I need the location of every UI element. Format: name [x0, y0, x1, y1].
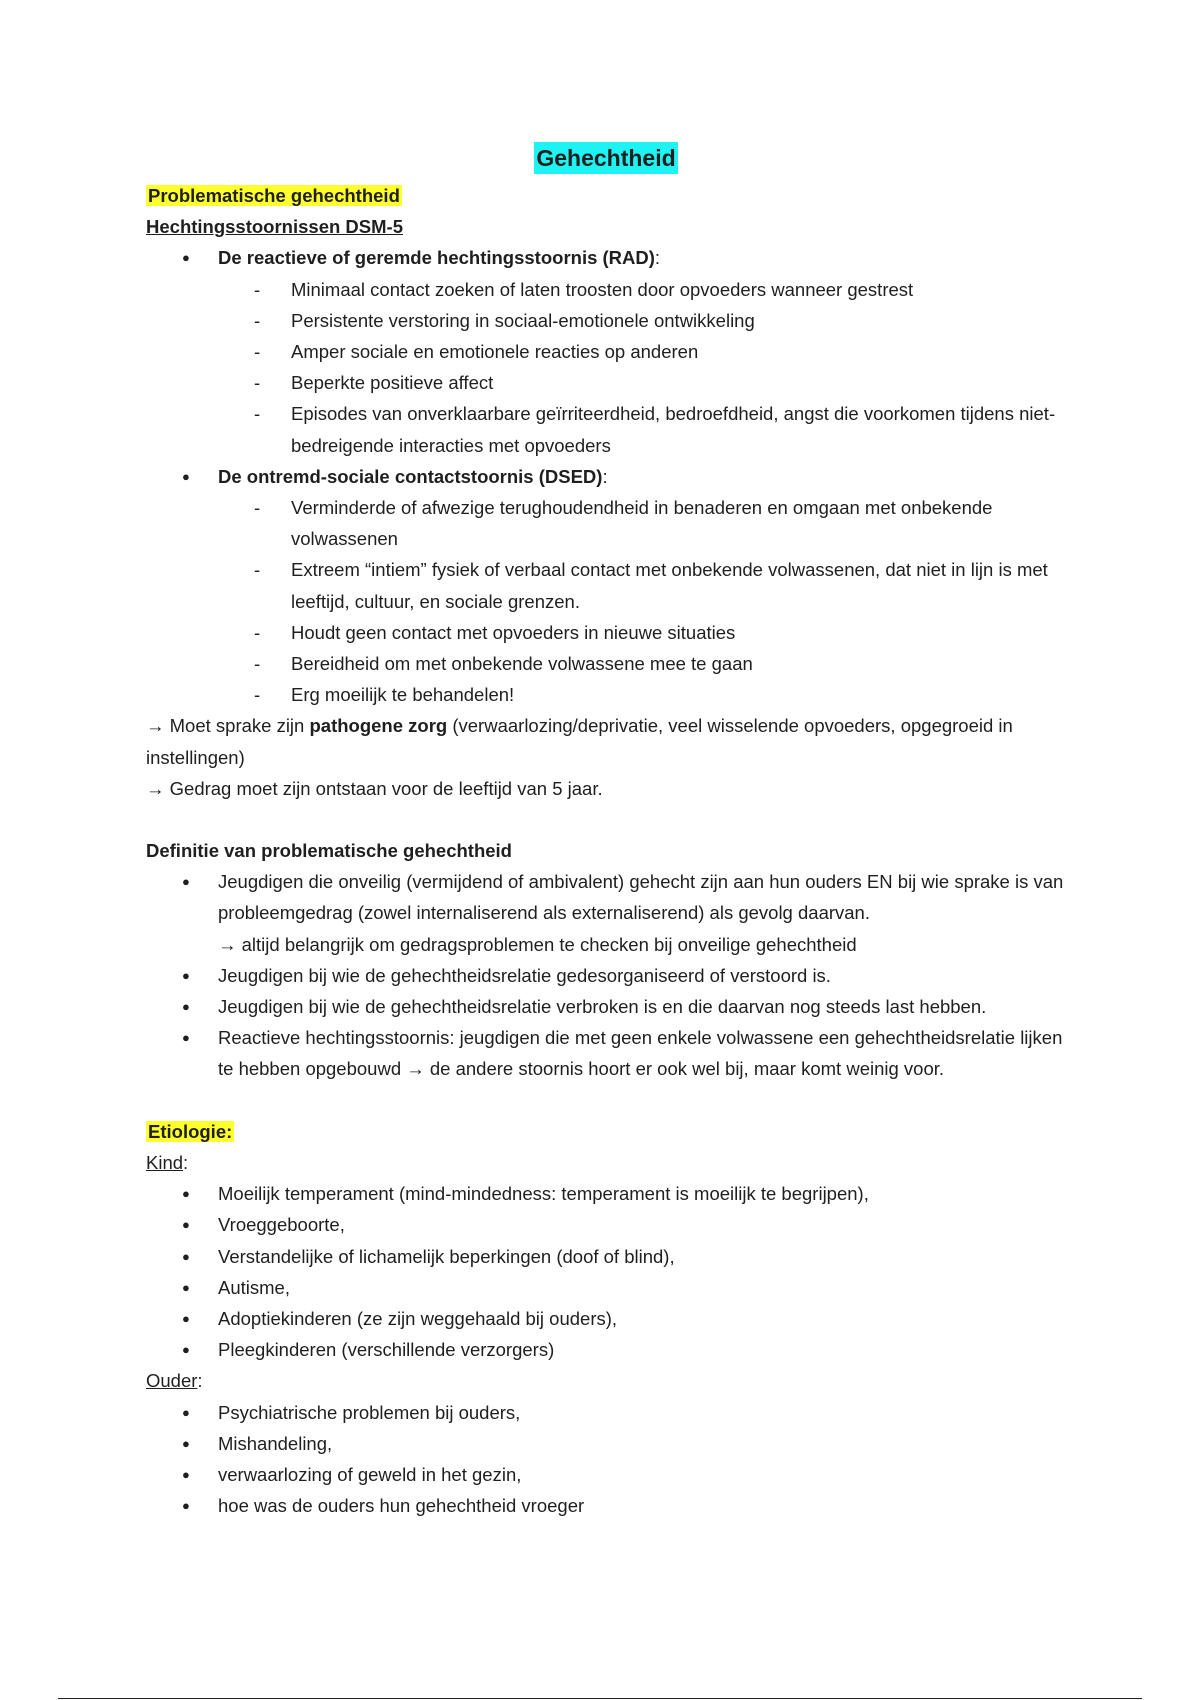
list-item: - Verminderde of afwezige terughoudendheid in benaderen en omgaan met onbekende volwassenen: [146, 492, 1066, 554]
list-item: ● Jeugdigen bij wie de gehechtheidsrelatie verbroken is en die daarvan nog steeds last hebben.: [146, 991, 1066, 1022]
list-item-rad: [146, 242, 1066, 460]
note-leeftijd: → Gedrag moet zijn ontstaan voor de leeftijd van 5 jaar.: [146, 777, 603, 799]
kind-label: Kind: [146, 1151, 184, 1173]
note-bold: pathogene zorg: [309, 715, 448, 737]
ouder-label: Ouder: [146, 1370, 198, 1392]
list-item: ● Vroeggeboorte,: [146, 1209, 1066, 1240]
list-item: ● Verstandelijke of lichamelijk beperkingen (doof of blind),: [146, 1241, 1066, 1272]
spacer: [146, 1085, 1066, 1116]
list-item: - Persistente verstoring in sociaal-emotionele ontwikkeling: [146, 305, 1066, 336]
highlighted-heading: Etiologie:: [148, 1120, 233, 1142]
highlighted-heading: Problematische gehechtheid: [148, 185, 400, 206]
dsm5-list: [146, 242, 1066, 710]
list-item: - Episodes van onverklaarbare geïrriteerdheid, bedroefdheid, angst die voorkomen tijdens niet-bedreigende interacties met opvoeders: [146, 398, 1066, 460]
rad-label: De reactieve of geremde hechtingsstoornis (RAD): [218, 247, 655, 269]
rad-colon: :: [654, 247, 661, 269]
list-item: ● Psychiatrische problemen bij ouders,: [146, 1397, 1066, 1428]
list-item: ● Moeilijk temperament (mind-mindedness: temperament is moeilijk te begrijpen),: [146, 1178, 1066, 1209]
list-item: - Beperkte positieve affect: [146, 367, 1066, 398]
list-item: [146, 866, 1066, 960]
title-row: [146, 140, 1066, 180]
section-heading-definitie: Definitie van problematische gehechtheid: [146, 840, 512, 862]
list-item: ● hoe was de ouders hun gehechtheid vroeger: [146, 1490, 1066, 1521]
section-heading-problematisch: [146, 180, 1066, 211]
rad-sublist: [218, 274, 1066, 461]
subheading-text: Hechtingsstoornissen DSM-5: [146, 216, 403, 238]
list-item: ● Adoptiekinderen (ze zijn weggehaald bij ouders),: [146, 1303, 1066, 1334]
list-item-text: Jeugdigen die onveilig (vermijdend of ambivalent) gehecht zijn aan hun ouders EN bij wie sprake is van probleemgedrag (zowel internaliserend als externaliserend) als gevolg daarvan.: [218, 871, 1064, 924]
list-item: - Amper sociale en emotionele reacties op anderen: [146, 336, 1066, 367]
list-item-note: → altijd belangrijk om gedragsproblemen te checken bij onveilige gehechtheid: [218, 933, 857, 955]
ouder-heading: [146, 1365, 1066, 1396]
note-text: (verwaarlozing/deprivatie, veel wisselende opvoeders, opgegroeid in instellingen): [146, 715, 1013, 768]
list-item: ● Mishandeling,: [146, 1428, 1066, 1459]
definitie-list: [146, 866, 1066, 1084]
list-item-dsed: [146, 461, 1066, 711]
list-item: ● Pleegkinderen (verschillende verzorgers): [146, 1334, 1066, 1365]
list-item: - Erg moeilijk te behandelen!: [146, 679, 1066, 710]
list-item: - Houdt geen contact met opvoeders in nieuwe situaties: [146, 617, 1066, 648]
section-heading-etiologie: [146, 1116, 1066, 1147]
page-bottom-divider: [58, 1698, 1142, 1699]
ouder-colon: :: [197, 1370, 203, 1392]
kind-list: [146, 1178, 1066, 1365]
dsed-sublist: [218, 492, 1066, 710]
list-item: - Bereidheid om met onbekende volwassene mee te gaan: [146, 648, 1066, 679]
list-item: - Minimaal contact zoeken of laten troosten door opvoeders wanneer gestrest: [146, 274, 1066, 305]
list-item: - Extreem “intiem” fysiek of verbaal contact met onbekende volwassenen, dat niet in lijn is met leeftijd, cultuur, en sociale grenzen.: [146, 554, 1066, 616]
subheading-dsm5: [146, 211, 1066, 242]
kind-heading: [146, 1147, 1066, 1178]
note-pathogene-zorg: [146, 710, 1066, 772]
list-item: ● Reactieve hechtingsstoornis: jeugdigen die met geen enkele volwassene een gehechtheidsrelatie lijken te hebben opgebouwd → de andere stoornis hoort er ook wel bij, maar komt weinig voor.: [146, 1022, 1066, 1084]
list-item: ● Jeugdigen bij wie de gehechtheidsrelatie gedesorganiseerd of verstoord is.: [146, 960, 1066, 991]
page-title: Gehechtheid: [534, 142, 677, 174]
ouder-list: [146, 1397, 1066, 1522]
document-page: [146, 140, 1066, 1521]
spacer: [146, 804, 1066, 835]
note-text: → Moet sprake zijn: [146, 715, 310, 737]
list-item: ● Autisme,: [146, 1272, 1066, 1303]
list-item: ● verwaarlozing of geweld in het gezin,: [146, 1459, 1066, 1490]
dsed-colon: :: [602, 465, 608, 487]
dsed-label: De ontremd-sociale contactstoornis (DSED): [218, 465, 603, 487]
kind-colon: :: [183, 1151, 189, 1173]
